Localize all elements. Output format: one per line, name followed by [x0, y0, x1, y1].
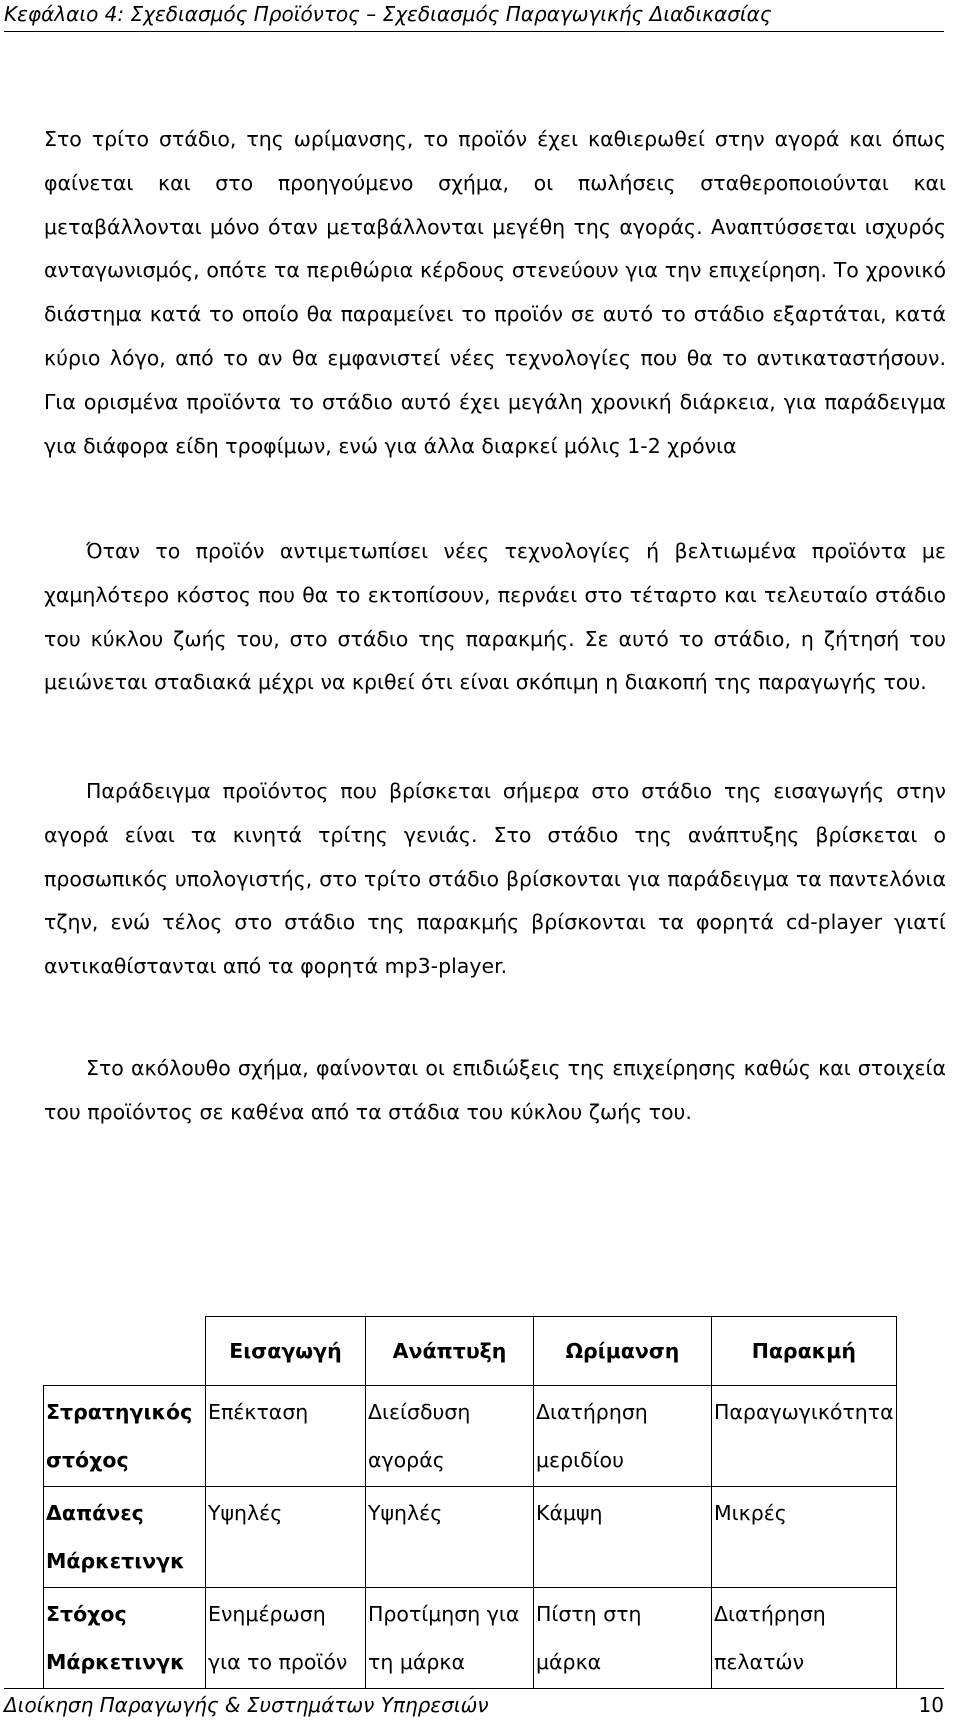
table-cell: Πίστη στη μάρκα	[534, 1588, 712, 1689]
paragraph-maturity: Στο τρίτο στάδιο, της ωρίμανσης, το προϊόν έχει καθιερωθεί στην αγορά και όπως φαίνεται και στο προηγούμενο σχήμα, οι πωλήσεις σταθεροποιούνται και μεταβάλλονται μόνο όταν μεταβάλλονται μεγέθη της αγοράς. Αναπτύσσεται ισχυρός ανταγωνισμός, οπότε τα περιθώρια κέρδους στενεύουν για την επιχείρηση. Το χρονικό διάστημα κατά το οποίο θα παραμείνει το προϊόν σε αυτό το στάδιο εξαρτάται, κατά κύριο λόγο, από το αν θα εμφανιστεί νέες τεχνολογίες που θα το αντικαταστήσουν. Για ορισμένα προϊόντα το στάδιο αυτό έχει μεγάλη χρονική διάρκεια, για παράδειγμα για διάφορα είδη τροφίμων, ενώ για άλλα διαρκεί μόλις 1-2 χρόνια	[44, 127, 946, 458]
column-header: Εισαγωγή	[206, 1317, 366, 1386]
page-number: 10	[918, 1693, 944, 1717]
footer-title: Διοίκηση Παραγωγής & Συστημάτων Υπηρεσιών	[4, 1693, 489, 1717]
lifecycle-table	[43, 1316, 897, 1689]
table-header-row	[44, 1317, 897, 1386]
column-header: Παρακμή	[712, 1317, 897, 1386]
column-header: Ανάπτυξη	[366, 1317, 534, 1386]
paragraph-decline: Όταν το προϊόν αντιμετωπίσει νέες τεχνολογίες ή βελτιωμένα προϊόντα με χαμηλότερο κόστος που θα το εκτοπίσουν, περνάει στο τέταρτο και τελευταίο στάδιο του κύκλου ζωής του, στο στάδιο της παρακμής. Σε αυτό το στάδιο, η ζήτησή του μειώνεται σταδιακά μέχρι να κριθεί ότι είναι σκόπιμη η διακοπή της παραγωγής του.	[44, 539, 946, 695]
table-cell: Υψηλές	[206, 1487, 366, 1588]
table-cell: Διείσδυση αγοράς	[366, 1386, 534, 1487]
table-corner	[44, 1317, 206, 1386]
column-header: Ωρίμανση	[534, 1317, 712, 1386]
table-cell: Παραγωγικότητα	[712, 1386, 897, 1487]
table-cell: Υψηλές	[366, 1487, 534, 1588]
chapter-title: Κεφάλαιο 4: Σχεδιασμός Προϊόντος – Σχεδιασμός Παραγωγικής Διαδικασίας	[4, 2, 772, 26]
table-cell: Προτίμηση για τη μάρκα	[366, 1588, 534, 1689]
row-header: Στόχος Μάρκετινγκ	[44, 1588, 206, 1689]
paragraph-examples: Παράδειγμα προϊόντος που βρίσκεται σήμερα στο στάδιο της εισαγωγής στην αγορά είναι τα κινητά τρίτης γενιάς. Στο στάδιο της ανάπτυξης βρίσκεται ο προσωπικός υπολογιστής, στο τρίτο στάδιο βρίσκονται για παράδειγμα τα παντελόνια τζην, ενώ τέλος στο στάδιο της παρακμής βρίσκονται τα φορητά cd-player γιατί αντικαθίστανται από τα φορητά mp3-player.	[44, 779, 946, 979]
row-header: Δαπάνες Μάρκετινγκ	[44, 1487, 206, 1588]
paragraph-intro-figure: Στο ακόλουθο σχήμα, φαίνονται οι επιδιώξεις της επιχείρησης καθώς και στοιχεία του προϊόντος σε καθένα από τα στάδια του κύκλου ζωής του.	[44, 1056, 946, 1124]
table-cell: Διατήρηση πελατών	[712, 1588, 897, 1689]
table-row	[44, 1386, 897, 1487]
table-cell: Μικρές	[712, 1487, 897, 1588]
row-header: Στρατηγικός στόχος	[44, 1386, 206, 1487]
table-cell: Ενημέρωση για το προϊόν	[206, 1588, 366, 1689]
table-cell: Διατήρηση μεριδίου	[534, 1386, 712, 1487]
table-cell: Επέκταση	[206, 1386, 366, 1487]
page-header	[4, 2, 944, 32]
table-cell: Κάμψη	[534, 1487, 712, 1588]
table-row	[44, 1588, 897, 1689]
page-footer	[4, 1688, 944, 1717]
table-row	[44, 1487, 897, 1588]
